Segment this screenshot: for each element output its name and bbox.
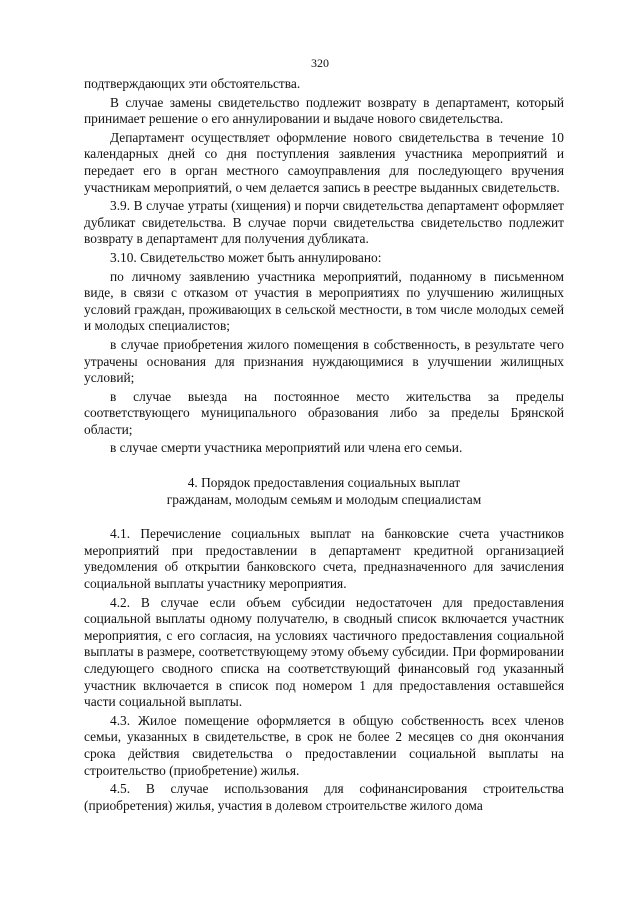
paragraph-continuation: подтверждающих эти обстоятельства. bbox=[84, 76, 301, 91]
paragraph-4-2: 4.2. В случае если объем субсидии недостаточен для предоставления социальной выплаты одному получателю, в сводный список включается участник мероприятия, с его согласия, на условиях частичного предоставления социальной выплаты в размере, соответствующему этому объему субсидии. При формировании следующего сводного списка на соответствующий финансовый год указанный участник включается в список под номером 1 для предоставления оставшейся части социальной выплаты. bbox=[84, 594, 564, 710]
paragraph-4-1: 4.1. Перечисление социальных выплат на банковские счета участников мероприятий при предоставлении в департамент кредитной организацией уведомления об открытии банковского счета, предназначенного для зачисления социальной выплаты участнику мероприятия. bbox=[84, 526, 564, 592]
paragraph-4-5: 4.5. В случае использования для софинансирования строительства (приобретения) жилья, участия в долевом строительстве жилого дома bbox=[84, 781, 564, 813]
paragraph-3-10: 3.10. Свидетельство может быть аннулировано: bbox=[110, 249, 382, 265]
list-item: в случае приобретения жилого помещения в собственность, в результате чего утрачены основания для признания нуждающимися в улучшении жилищных условий; bbox=[84, 336, 564, 386]
paragraph-4-3: 4.3. Жилое помещение оформляется в общую собственность всех членов семьи, указанных в свидетельстве, в срок не более 2 месяцев со дня окончания срока действия свидетельства о предоставлении социальной выплаты на строительство (приобретение) жилья. bbox=[84, 712, 564, 778]
list-item: по личному заявлению участника мероприятий, поданному в письменном виде, в связи с отказом от участия в мероприятиях по улучшению жилищных условий граждан, проживающих в сельской местности, в том числе молодых семей и молодых специалистов; bbox=[84, 268, 564, 334]
paragraph: Департамент осуществляет оформление нового свидетельства в течение 10 календарных дней со дня поступления заявления участника мероприятий и передает его в орган местного самоуправления для последующего вручения участникам мероприятий, о чем делается запись в реестре выданных свидетельств. bbox=[84, 129, 564, 195]
list-item: в случае выезда на постоянное место жительства за пределы соответствующего муниципального образования либо за пределы Брянской области; bbox=[84, 388, 564, 437]
page-number: 320 bbox=[311, 56, 329, 70]
list-item: в случае смерти участника мероприятий или члена его семьи. bbox=[110, 440, 463, 456]
document-body bbox=[84, 76, 564, 816]
paragraph-3-9: 3.9. В случае утраты (хищения) и порчи свидетельства департамент оформляет дубликат свидетельства. В случае порчи свидетельства свидетельство подлежит возврату в департамент для получения дубликата. bbox=[84, 198, 564, 247]
section-heading-line-1: 4. Порядок предоставления социальных выплат bbox=[187, 475, 461, 491]
paragraph: В случае замены свидетельство подлежит возврату в департамент, который принимает решение о его аннулировании и выдаче нового свидетельства. bbox=[84, 94, 564, 127]
section-heading bbox=[84, 475, 564, 508]
section-heading-line-2: гражданам, молодым семьям и молодым специалистам bbox=[166, 491, 482, 507]
